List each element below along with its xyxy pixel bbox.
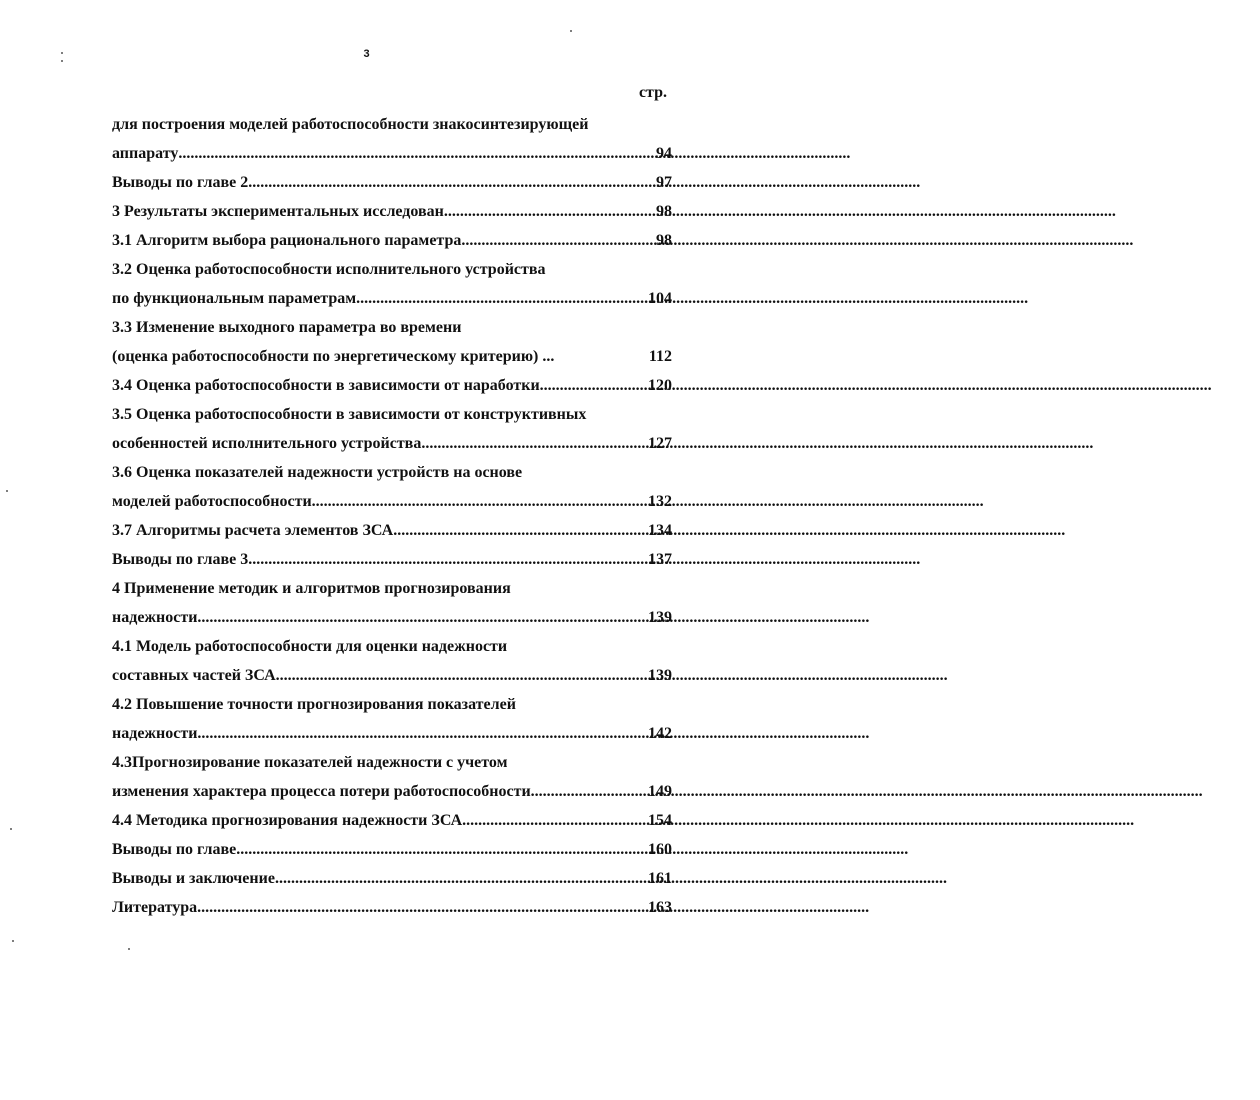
toc-entry-page: 139 (648, 609, 672, 626)
toc-entry-page: 94 (656, 145, 672, 162)
toc-entry-page: 160 (648, 841, 672, 858)
toc-entry-text: 3.7 Алгоритмы расчета элементов ЗСА (112, 522, 394, 539)
toc-leader-dots (275, 864, 614, 893)
toc-entry-text: изменения характера процесса потери работоспособности (112, 783, 531, 800)
scan-speck (10, 828, 12, 830)
toc-entry-page: 137 (648, 551, 672, 568)
table-of-contents (112, 110, 672, 922)
scan-speck (570, 30, 572, 32)
toc-entry (112, 893, 672, 922)
toc-entry (112, 313, 672, 342)
toc-entry-page: 161 (648, 870, 672, 887)
scan-speck (6, 490, 8, 492)
toc-entry-text: 3 Результаты экспериментальных исследован (112, 203, 444, 220)
toc-leader-dots (197, 719, 614, 748)
toc-leader-dots (276, 661, 614, 690)
toc-entry (112, 284, 672, 313)
toc-entry (112, 632, 672, 661)
toc-leader-dots (393, 516, 614, 545)
toc-entry (112, 516, 672, 545)
toc-entry (112, 226, 672, 255)
toc-entry-page: 149 (648, 783, 672, 800)
toc-entry (112, 400, 672, 429)
toc-entry-text: надежности (112, 609, 198, 626)
toc-entry (112, 487, 672, 516)
toc-entry-page: 127 (648, 435, 672, 452)
toc-entry (112, 835, 672, 864)
toc-leader-dots (236, 835, 614, 864)
toc-entry-text: составных частей ЗСА (112, 667, 276, 684)
toc-entry-text: 3.5 Оценка работоспособности в зависимости от конструктивных (112, 406, 587, 423)
toc-leader-dots (356, 284, 614, 313)
toc-leader-dots (312, 487, 614, 516)
toc-entry-text: моделей работоспособности (112, 493, 312, 510)
toc-leader-dots (444, 197, 614, 226)
toc-entry-text: особенностей исполнительного устройства (112, 435, 422, 452)
toc-entry-page: 98 (656, 232, 672, 249)
toc-entry-text: 3.1 Алгоритм выбора рационального параметра (112, 232, 462, 249)
toc-entry (112, 255, 672, 284)
toc-entry-page: 97 (656, 174, 672, 191)
scan-speck (61, 60, 63, 62)
toc-entry-text: 3.6 Оценка показателей надежности устройств на основе (112, 464, 523, 481)
scan-speck (128, 948, 130, 950)
toc-entry (112, 777, 672, 806)
toc-entry-page: 139 (648, 667, 672, 684)
toc-entry-text: 4.2 Повышение точности прогнозирования показателей (112, 696, 516, 713)
toc-entry-page: 132 (648, 493, 672, 510)
toc-entry-page: 120 (648, 377, 672, 394)
toc-entry (112, 661, 672, 690)
toc-entry (112, 719, 672, 748)
toc-entry-page: 112 (648, 348, 672, 365)
toc-entry-text: 4.4 Методика прогнозирования надежности ЗСА (112, 812, 463, 829)
toc-entry-page: 154 (648, 812, 672, 829)
toc-entry (112, 371, 672, 400)
toc-leader-dots (461, 226, 614, 255)
toc-leader-dots (178, 139, 614, 168)
page-number: 3 (363, 48, 370, 60)
toc-entry-text: 4 Применение методик и алгоритмов прогнозирования (112, 580, 511, 597)
toc-entry (112, 603, 672, 632)
toc-leader-dots (531, 777, 614, 806)
toc-entry (112, 864, 672, 893)
toc-entry (112, 139, 672, 168)
toc-entry (112, 110, 672, 139)
toc-entry (112, 748, 672, 777)
toc-leader-dots (540, 371, 614, 400)
toc-entry-page: 163 (648, 899, 672, 916)
toc-leader-dots (197, 893, 614, 922)
toc-leader-dots (197, 603, 614, 632)
toc-entry-text: аппарату (112, 145, 179, 162)
toc-entry-text: Выводы по главе 2 (112, 174, 249, 191)
scan-speck (61, 52, 63, 54)
toc-entry-text: Выводы по главе 3 (112, 551, 249, 568)
toc-entry (112, 342, 672, 371)
toc-entry-page: 134 (648, 522, 672, 539)
toc-entry-text: 4.3Прогнозирование показателей надежности с учетом (112, 754, 508, 771)
toc-entry (112, 458, 672, 487)
toc-entry (112, 168, 672, 197)
toc-leader-dots (248, 168, 614, 197)
toc-leader-dots (248, 545, 614, 574)
toc-leader-dots (462, 806, 614, 835)
toc-entry-text: 3.3 Изменение выходного параметра во времени (112, 319, 462, 336)
toc-entry-text: для построения моделей работоспособности знакосинтезирующей (112, 116, 589, 133)
toc-entry-text: Литература (112, 899, 198, 916)
toc-leader-dots (421, 429, 614, 458)
page-column-label: стр. (638, 84, 667, 101)
toc-entry (112, 545, 672, 574)
toc-entry-text: 4.1 Модель работоспособности для оценки надежности (112, 638, 508, 655)
toc-entry (112, 574, 672, 603)
toc-entry (112, 690, 672, 719)
toc-entry-text: Выводы и заключение (112, 870, 275, 887)
toc-entry-text: (оценка работоспособности по энергетическому критерию) ... (112, 348, 555, 365)
toc-entry-page: 142 (648, 725, 672, 742)
toc-entry (112, 197, 672, 226)
toc-entry-text: 3.2 Оценка работоспособности исполнительного устройства (112, 261, 546, 278)
toc-entry-page: 104 (648, 290, 672, 307)
toc-entry (112, 806, 672, 835)
toc-entry-text: по функциональным параметрам (112, 290, 357, 307)
toc-entry (112, 429, 672, 458)
toc-entry-text: надежности (112, 725, 198, 742)
toc-entry-text: Выводы по главе (112, 841, 237, 858)
scan-speck (12, 940, 14, 942)
toc-entry-text: 3.4 Оценка работоспособности в зависимости от наработки (112, 377, 540, 394)
toc-entry-page: 98 (656, 203, 672, 220)
